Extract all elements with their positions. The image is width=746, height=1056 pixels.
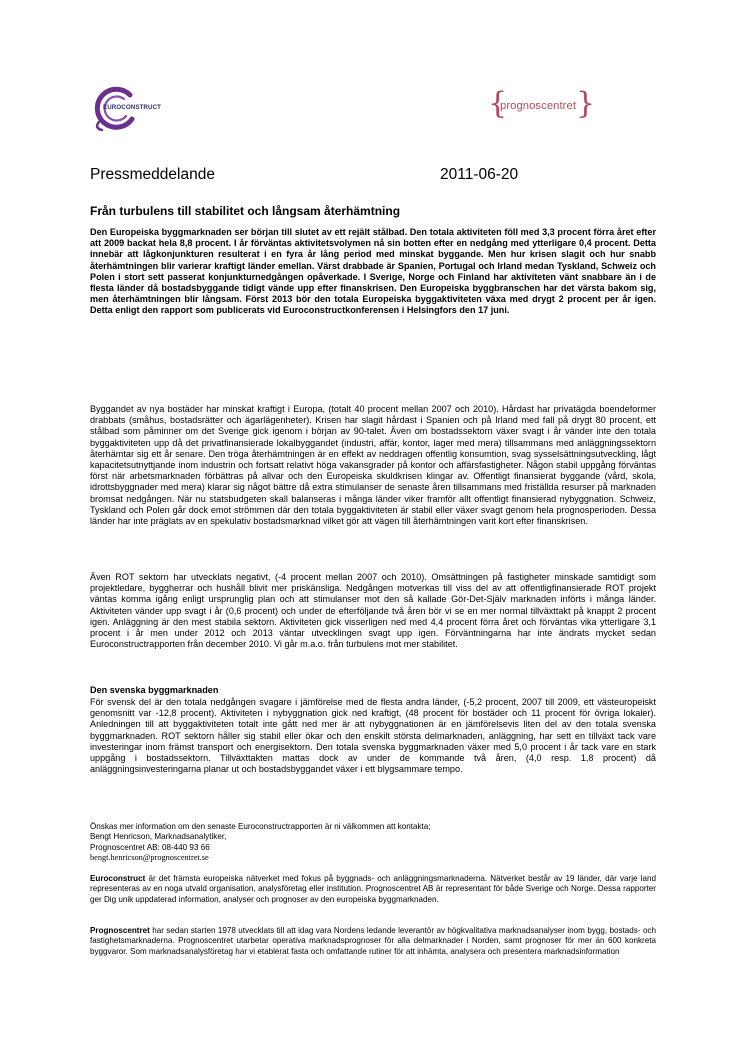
body-paragraph-renovation: Även ROT sektorn har utvecklats negativt, (-4 procent mellan 2007 och 2010). Omsättningen på fastigheter minskade samtidigt som projektledare, byggherrar och hushåll blivit mer priskänsliga. Nedgången motverkas till viss del av att offentligfinansierade ROT projekt väntas komma igång enligt ursprunglig plan och att stimulanser mot den så kallade Gör-Det-Själv marknaden införts i många länder. Aktiviteten vänder upp svagt i år (0,6 procent) och under de efterföljande två åren bör vi se en mer normal tillväxttakt på knappt 2 procent igen. Anläggning är den mest stabila sektorn. Aktiviteten gick visserligen ned med 4,4 procent förra året och förväntas vika ytterligare 3,1 procent i år men under 2012 och 2013 väntar utvecklingen svagt upp igen. Förväntningarna har inte ändrats mycket sedan Euroconstructrapporten från december 2010. Vi går m.a.o. från turbulens mot mer stabilitet. (90, 572, 656, 650)
left-brace-icon: { (488, 86, 508, 121)
body-paragraph-housing: Byggandet av nya bostäder har minskat kraftigt i Europa, (totalt 40 procent mellan 2007 och 2010). Hårdast har privatägda boendeformer drabbats (småhus, bostadsrätter och ägarlägenheter). Krisen har slagit hårdast i Spanien och på Irland med fall på drygt 80 procent, ett stålbad som påminner om det Sverige gick igenom i början av 90-talet. Även om bostadssektorn växer svagt i år vänder inte den totala byggaktiviteten upp då det privatfinansierade lokalbyggandet (industri, affär, kontor, lager med mera) tillsammans med anläggningssektorn återhämtar sig ett år senare. Den tröga återhämtningen är en effekt av neddragen offentlig konsumtion, svag sysselsättningsutveckling, lågt kapacitetsutnyttjande inom industrin och fortsatt relativt höga vakansgrader på kontor och affärsfastigheter. Någon stabil uppgång förväntas först när arbetsmarknaden förbättras på allvar och den Europeiska skuldkrisen klingar av. Offentligt finansierat byggande (vård, skola, idrottsbyggnader med mera) klarar sig något bättre då extra stimulanser de senaste åren tillsammans med friställda resurser på marknaden bromsat nedgången. När nu statsbudgeten skall balanseras i många länder viker framför allt offentligt finansierad nybyggnation. Schweiz, Tyskland och Polen går dock emot strömmen där den totala byggaktiviteten är stabil eller växer svagt genom hela prognosperioden. Dessa länder har inte präglats av en spekulativ bostadsmarknad vilket gör att vägen till återhämtningen varit kort efter finanskrisen. (90, 404, 656, 527)
contact-info (90, 822, 431, 864)
about-euroconstruct-text: är det främsta europeiska nätverket med fokus på byggnads- och anläggningsmarknaderna. Nätverket består av 19 länder, där varje land representeras av en noga utvald organisation, analysföretag eller institution. Prognoscentret AB är representant för både Sverige och Norge. Dessa rapporter ger Dig unik uppdaterad information, analyser och prognoser av den europeiska byggmarknaden. (90, 874, 656, 904)
prognoscentret-logo-text: prognoscentret (500, 100, 577, 112)
euroconstruct-logo-text: EUROCONSTRUCT (103, 104, 162, 111)
contact-name: Bengt Henricson, Marknadsanalytiker, (90, 832, 227, 842)
euroconstruct-logo (90, 86, 190, 132)
prognoscentret-logo (488, 86, 596, 124)
contact-phone: Prognoscentret AB: 08-440 93 66 (90, 842, 210, 852)
contact-email-link[interactable]: bengt.henricson@prognoscentret.se (90, 853, 209, 863)
lead-paragraph: Den Europeiska byggmarknaden ser början till slutet av ett rejält stålbad. Den totala aktiviteten föll med 3,3 procent förra året efter att 2009 backat hela 8,8 procent. I år förväntas aktivitetsvolymen nå sin botten efter en nedgång med ytterligare 0,4 procent. Detta innebär att lågkonjunkturen resulterat i en fyra år lång period med minskat byggande. Men hur krisen slagit och hur snabb återhämtningen blir varierar kraftigt länder emellan. Värst drabbade är Spanien, Portugal och Irland medan Tyskland, Schweiz och Polen i stort sett passerat konjunkturnedgången opåverkade. I Sverige, Norge och Finland har aktiviteten vänt snabbare än i de flesta länder då bostadsbyggande tidigt vände upp efter finanskrisen. Den Europeiska byggbranschen har det värsta bakom sig, men återhämtningen blir långsam. Först 2013 bör den totala Europeiska byggaktiviteten växa med drygt 2 procent per år igen. Detta enligt den rapport som publicerats vid Euroconstructkonferensen i Helsingfors den 17 juni. (90, 227, 656, 316)
contact-intro: Önskas mer information om den senaste Euroconstructrapporten är ni välkommen att kontakta; (90, 822, 431, 831)
about-euroconstruct (90, 874, 656, 905)
about-prognoscentret-name: Prognoscentret (90, 926, 150, 935)
body-paragraph-sweden: För svensk del är den totala nedgången svagare i jämförelse med de flesta andra länder, (-5,2 procent, 2007 till 2009, ett västeuropeiskt genomsnitt var -12,8 procent). Aktiviteten i nybyggnation gick ned kraftigt, (48 procent för bostäder och 11 procent för övriga lokaler). Anledningen till att byggaktiviteten totalt inte gått ned mer är att nybyggnationen är en jämförelsevis liten del av den totala svenska byggmarknaden. ROT sektorn håller sig stabil eller ökar och den enskilt största delmarknaden, anläggning, har sett en tillväxt tack vare investeringar inom främst transport och energisektorn. Den totala svenska byggmarknaden växer med 5,0 procent i år tack vare en stark uppgång i bostadssektorn. Tillväxttakten mattas dock av under de kommande två åren, (4,0 resp. 1,8 procent) då anläggningsinvesteringarna planar ut och bostadsbyggandet växer i ett blygsammare tempo. (90, 697, 656, 775)
document-type-label: Pressmeddelande (90, 166, 215, 183)
release-date: 2011-06-20 (440, 166, 519, 183)
right-brace-icon: } (576, 86, 596, 121)
about-prognoscentret-text: har sedan starten 1978 utvecklats till att idag vara Nordens ledande leverantör av högkvalitativa marknadsanalyser inom bygg, bostads- och fastighetsmarknaderna. Prognoscentret utarbetar operativa marknadsprognoser för alla delmarknader i Norden, samt prognoser för mer än 600 konkreta byggvaror. Som marknadsanalysföretag har vi etablerat fasta och omfattande rutiner för att inhämta, analysera och presentera marknadsinformation (90, 926, 656, 956)
headline: Från turbulens till stabilitet och långsam återhämtning (90, 204, 401, 218)
subheading-swedish-market: Den svenska byggmarknaden (90, 685, 219, 695)
about-euroconstruct-name: Euroconstruct (90, 874, 146, 883)
about-prognoscentret (90, 926, 656, 957)
